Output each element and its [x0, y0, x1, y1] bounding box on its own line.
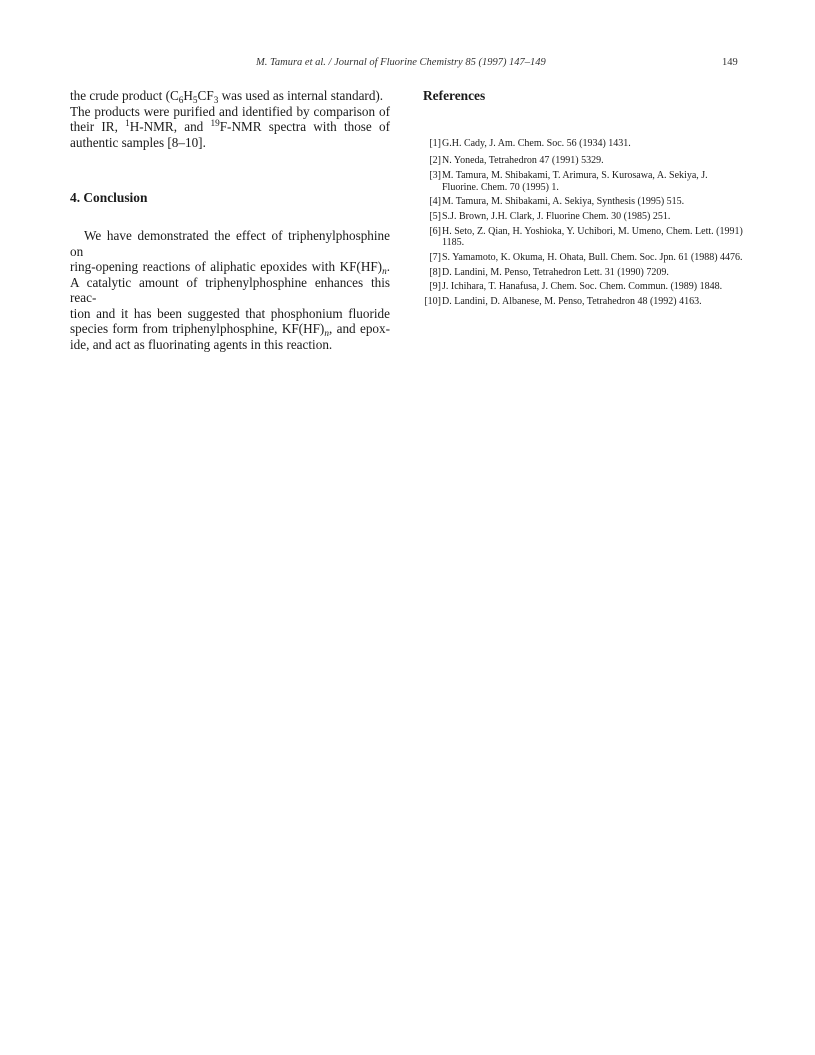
paragraph-line: authentic samples [8–10]. — [70, 134, 206, 150]
conclusion-paragraph — [70, 228, 390, 352]
paragraph-line: species form from triphenylphosphine, $KF(HF)_n$, and epox- — [70, 321, 390, 339]
reference-number: [5] — [429, 210, 441, 222]
page-number: 149 — [722, 57, 738, 68]
reference-item — [423, 281, 745, 293]
reference-text: G.H. Cady, J. Am. Chem. Soc. 56 (1934) 1431. — [442, 138, 631, 149]
references-list — [423, 138, 745, 311]
reference-number: [2] — [429, 155, 441, 167]
reference-text: H. Seto, Z. Qian, H. Yoshioka, Y. Uchibori, M. Umeno, Chem. Lett. (1991) 1185. — [442, 225, 743, 249]
paragraph-line: A catalytic amount of triphenylphosphine enhances this reac- — [70, 274, 390, 305]
reference-item — [423, 252, 745, 264]
reference-item — [423, 226, 745, 249]
reference-item — [423, 196, 745, 208]
reference-item — [423, 211, 745, 223]
paragraph-line: tion and it has been suggested that phosphonium fluoride — [70, 305, 390, 321]
left-column — [70, 88, 390, 352]
reference-text: S. Yamamoto, K. Okuma, H. Ohata, Bull. Chem. Soc. Jpn. 61 (1988) 4476. — [442, 252, 743, 264]
paragraph-line: their IR, $^1$H-NMR, and $^{19}$F-NMR spectra with those of — [70, 117, 390, 134]
reference-item — [423, 170, 745, 193]
paragraph-line: ring-opening reactions of aliphatic epoxides with $KF(HF)_n$. — [70, 259, 390, 277]
right-column — [423, 88, 745, 308]
reference-text: N. Yoneda, Tetrahedron 47 (1991) 5329. — [442, 155, 604, 167]
reference-text: M. Tamura, M. Shibakami, T. Arimura, S. Kurosawa, A. Sekiya, J. Fluorine. Chem. 70 (1995) 1. — [442, 169, 708, 193]
reference-text: M. Tamura, M. Shibakami, A. Sekiya, Synthesis (1995) 515. — [442, 196, 685, 208]
references-heading: References — [423, 88, 486, 103]
paragraph-line: ide, and act as fluorinating agents in this reaction. — [70, 336, 333, 352]
reference-number: [4] — [429, 196, 441, 208]
reference-number: [8] — [429, 266, 441, 278]
paragraph-line: The products were purified and identified by comparison of — [70, 103, 390, 119]
running-head: M. Tamura et al. / Journal of Fluorine Chemistry 85 (1997) 147–149 — [256, 57, 546, 68]
reference-number: [1] — [429, 138, 441, 149]
paragraph-line: We have demonstrated the effect of triphenylphosphine on — [70, 228, 390, 259]
reference-text: D. Landini, D. Albanese, M. Penso, Tetrahedron 48 (1992) 4163. — [442, 296, 702, 308]
reference-number: [9] — [429, 281, 441, 293]
reference-item — [423, 296, 745, 308]
reference-number: [10] — [424, 296, 441, 308]
reference-text: S.J. Brown, J.H. Clark, J. Fluorine Chem. 30 (1985) 251. — [442, 210, 671, 222]
reference-item — [423, 267, 745, 279]
reference-item — [423, 138, 745, 150]
reference-text: J. Ichihara, T. Hanafusa, J. Chem. Soc. Chem. Commun. (1989) 1848. — [442, 281, 723, 293]
reference-item — [423, 155, 745, 167]
reference-number: [3] — [429, 169, 441, 181]
paragraph-line: the crude product ($C_6H_5CF_3$ was used as internal standard). — [70, 88, 384, 106]
continued-paragraph — [70, 88, 390, 150]
reference-text: D. Landini, M. Penso, Tetrahedron Lett. 31 (1990) 7209. — [442, 266, 669, 278]
conclusion-heading: 4. Conclusion — [70, 190, 148, 205]
reference-number: [6] — [429, 225, 441, 237]
reference-number: [7] — [429, 252, 441, 264]
